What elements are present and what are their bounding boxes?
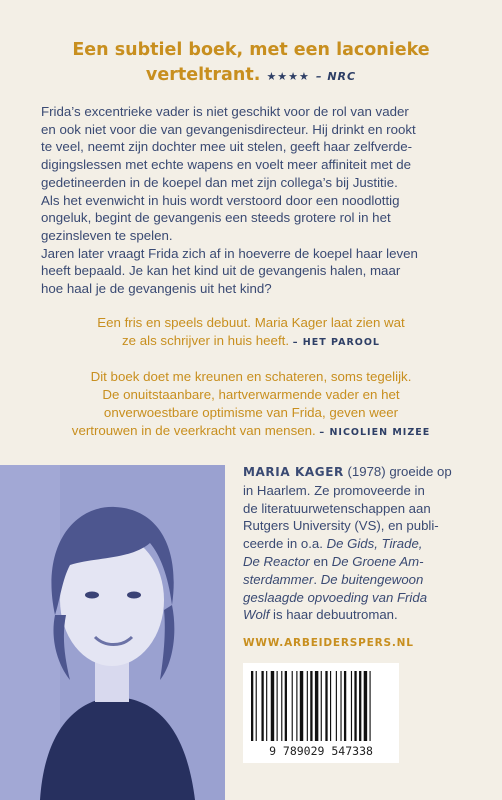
- blurb-line: gedetineerden in de koepel dan met zijn collega’s bij Justitie.: [41, 174, 398, 190]
- review1-line1: Een fris en speels debuut. Maria Kager laat zien wat: [97, 315, 405, 330]
- blurb-line: digingslessen met echte wapens en voelt meer affiniteit met de: [41, 157, 412, 173]
- barcode-bar: [359, 671, 361, 741]
- author-name: MARIA KAGER: [243, 465, 344, 479]
- barcode-bar: [315, 671, 318, 741]
- review1-source: – HET PAROOL: [292, 337, 380, 348]
- review2-line4: vertrouwen in de veerkracht van mensen.: [71, 423, 316, 438]
- blurb-line: en ook niet voor die van gevangenisdirecteur. Hij drinkt en rookt: [41, 121, 416, 137]
- review-nicolien-mizee: [40, 368, 462, 442]
- author-portrait-illustration: [0, 465, 225, 800]
- blurb-line: gezinsleven te spelen.: [41, 227, 173, 243]
- blurb-line: ongeluk, begint de gevangenis een steeds grotere rol in het: [41, 210, 391, 226]
- review2-line1: Dit boek doet me kreunen en schateren, soms tegelijk.: [90, 369, 412, 384]
- barcode-bar: [307, 671, 308, 741]
- isbn-number: 9 789029 547338: [269, 744, 373, 758]
- main-quote-line1: Een subtiel boek, met een laconieke: [72, 40, 430, 60]
- barcode-bar: [271, 671, 274, 741]
- barcode-bar: [325, 671, 327, 741]
- barcode-bar: [364, 671, 367, 741]
- author-photo: [0, 465, 225, 800]
- barcode-bar: [256, 671, 257, 741]
- barcode-bar: [261, 671, 263, 741]
- rating-stars: ★★★★: [266, 70, 310, 83]
- review-het-parool: [40, 314, 462, 352]
- review2-source: – NICOLIEN MIZEE: [319, 427, 431, 438]
- barcode-bar: [321, 671, 322, 741]
- barcode-bar: [292, 671, 293, 741]
- barcode-bar: [251, 671, 253, 741]
- barcode-bar: [277, 671, 278, 741]
- barcode-bar: [340, 671, 341, 741]
- isbn-barcode: [243, 663, 399, 763]
- author-bio: MARIA KAGER (1978) groeide op in Haarlem. Ze promoveerde in de literatuurwetenschappen aan Rutgers University (VS), en publi- ceerde in o.a. De Gids, Tirade, De Reactor en De Groene Am- sterdammer. De buitengewoon geslaagde opvoeding van Frida Wolf is haar debuutroman.: [243, 464, 452, 623]
- barcode-bar: [370, 671, 371, 741]
- blurb-line: heeft bepaald. Je kan het kind uit de gevangenis halen, maar: [41, 263, 401, 279]
- publisher-website-link[interactable]: WWW.ARBEIDERSPERS.NL: [243, 637, 414, 649]
- review2-line2: De onuitstaanbare, hartverwarmende vader en het: [102, 387, 400, 402]
- main-quote-line2: verteltrant.: [145, 65, 261, 85]
- blurb-line: Jaren later vraagt Frida zich af in hoeverre de koepel haar leven: [41, 245, 418, 261]
- barcode-bar: [300, 671, 303, 741]
- barcode-bar: [296, 671, 297, 741]
- barcode-bar: [266, 671, 267, 741]
- barcode-bar: [281, 671, 282, 741]
- barcode-bar: [351, 671, 352, 741]
- barcode-bar: [330, 671, 331, 741]
- blurb-line: Frida’s excentrieke vader is niet geschikt voor de rol van vader: [41, 104, 409, 119]
- review2-line3: onverwoestbare optimisme van Frida, geven weer: [103, 405, 399, 420]
- barcode-bar: [285, 671, 287, 741]
- blurb-line: te veel, neemt zijn dochter mee uit stelen, geeft haar zelfverde-: [41, 139, 413, 155]
- barcode-bar: [310, 671, 312, 741]
- barcode-bar: [344, 671, 346, 741]
- blurb-line: Als het evenwicht in huis wordt verstoord door een noodlottig: [41, 192, 400, 208]
- blurb-text: [41, 103, 471, 298]
- barcode-bar: [354, 671, 356, 741]
- blurb-line: hoe haal je de gevangenis uit het kind?: [41, 281, 272, 297]
- barcode-bar: [336, 671, 337, 741]
- main-quote: [40, 38, 462, 89]
- main-quote-source: – NRC: [315, 70, 357, 83]
- review1-line2: ze als schrijver in huis heeft.: [122, 333, 290, 348]
